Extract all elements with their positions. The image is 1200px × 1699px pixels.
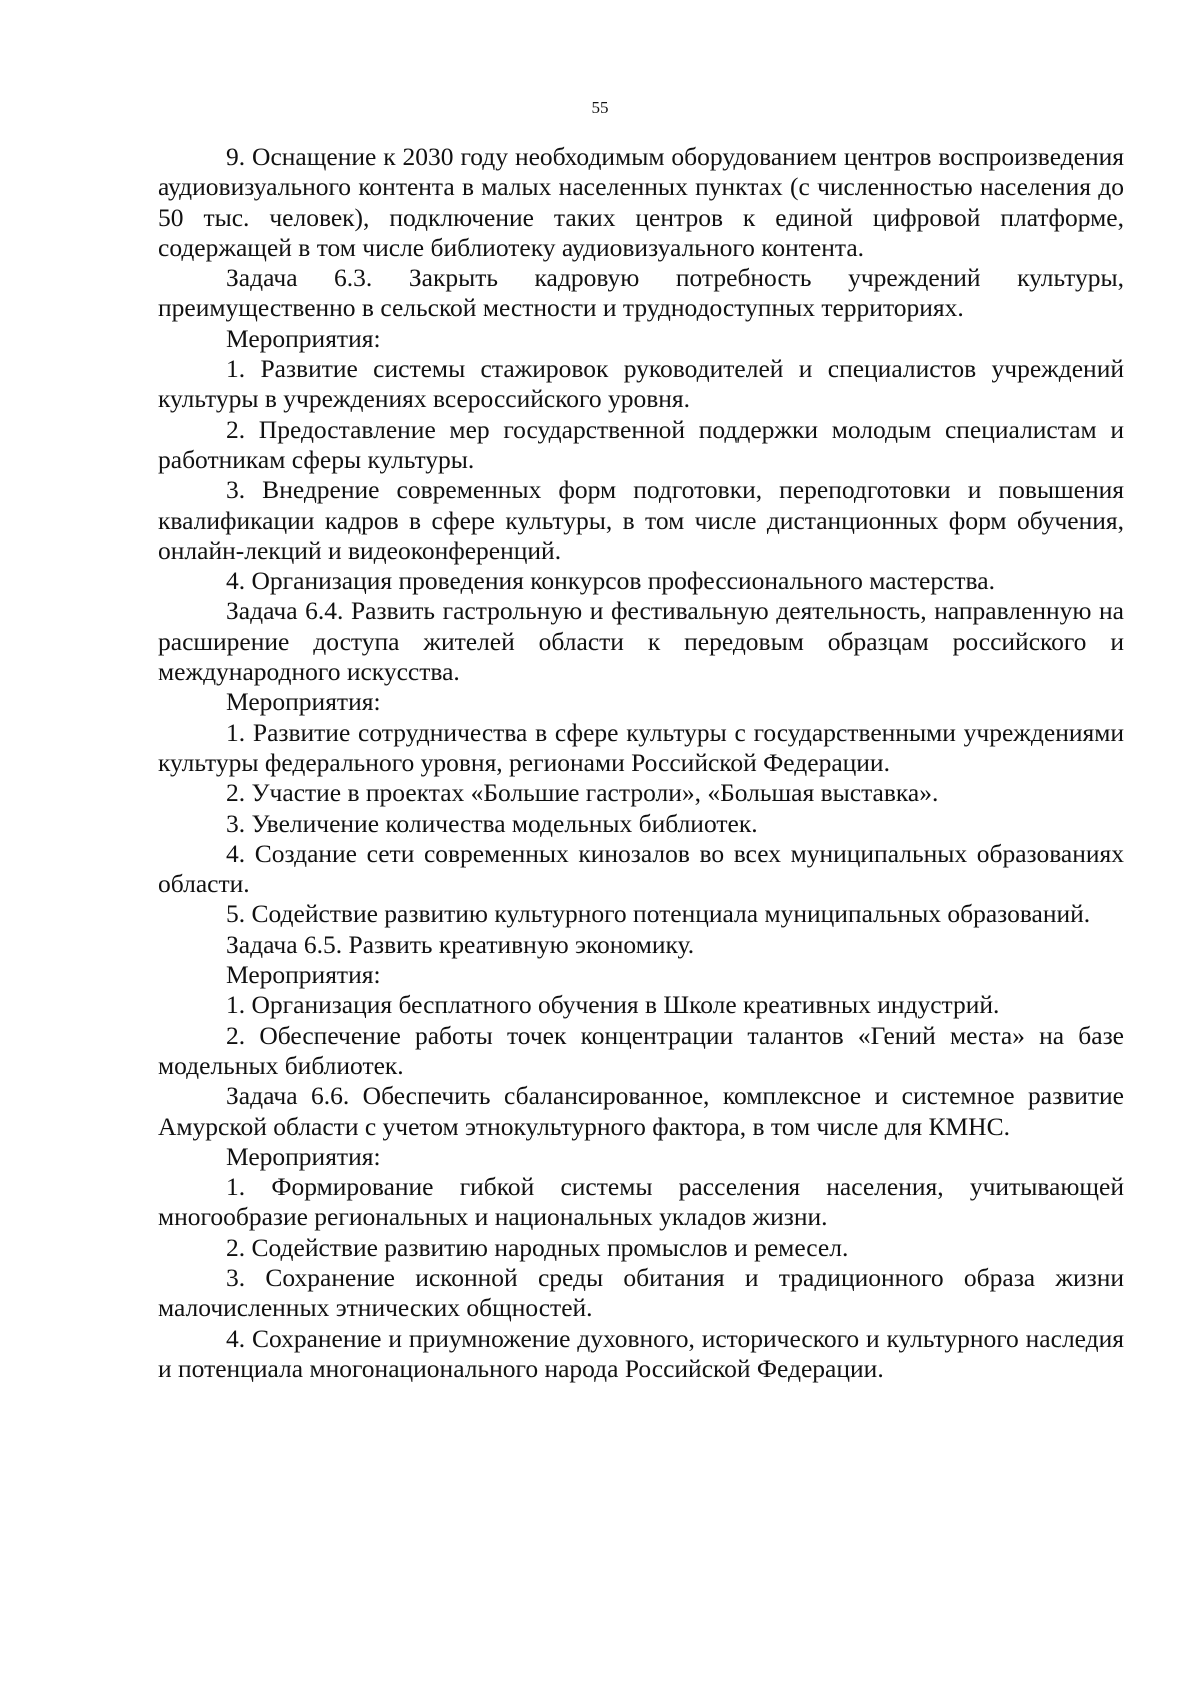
list-item: 4. Организация проведения конкурсов профессионального мастерства. xyxy=(226,566,995,596)
list-item: 1. Развитие сотрудничества в сфере культуры с государственными учреждениями культуры федерального уровня, регионами Российской Федерации. xyxy=(158,717,1124,777)
list-item: 3. Сохранение исконной среды обитания и традиционного образа жизни малочисленных этнических общностей. xyxy=(158,1262,1124,1323)
measures-label: Мероприятия: xyxy=(226,687,381,717)
list-item: 4. Сохранение и приумножение духовного, исторического и культурного наследия и потенциала многонационального народа Российской Федерации. xyxy=(158,1323,1124,1383)
document-body xyxy=(158,142,1124,1384)
list-item: 2. Содействие развитию народных промыслов и ремесел. xyxy=(226,1232,849,1262)
task-6-4-heading: Задача 6.4. Развить гастрольную и фестивальную деятельность, направленную на расширение доступа жителей области к передовым образцам российского и международного искусства. xyxy=(158,596,1124,687)
list-item: 3. Внедрение современных форм подготовки, переподготовки и повышения квалификации кадров в сфере культуры, в том числе дистанционных форм обучения, онлайн-лекций и видеоконференций. xyxy=(158,475,1124,565)
list-item: 4. Создание сети современных кинозалов во всех муниципальных образованиях области. xyxy=(158,838,1124,899)
measures-label: Мероприятия: xyxy=(226,960,381,990)
task-6-5-heading: Задача 6.5. Развить креативную экономику. xyxy=(226,929,695,959)
list-item: 1. Формирование гибкой системы расселения населения, учитывающей многообразие региональных и национальных укладов жизни. xyxy=(158,1172,1124,1232)
list-item: 5. Содействие развитию культурного потенциала муниципальных образований. xyxy=(226,899,1091,929)
list-item: 2. Обеспечение работы точек концентрации талантов «Гений места» на базе модельных библиотек. xyxy=(158,1020,1124,1080)
page-number: 55 xyxy=(591,98,609,117)
list-item: 2. Участие в проектах «Большие гастроли», «Большая выставка». xyxy=(226,778,939,808)
task-6-6-heading: Задача 6.6. Обеспечить сбалансированное, комплексное и системное развитие Амурской области с учетом этнокультурного фактора, в том числе для КМНС. xyxy=(158,1081,1124,1141)
task-6-3-heading: Задача 6.3. Закрыть кадровую потребность учреждений культуры, преимущественно в сельской местности и труднодоступных территориях. xyxy=(158,263,1124,323)
measures-label: Мероприятия: xyxy=(226,323,381,353)
measures-label: Мероприятия: xyxy=(226,1141,381,1171)
list-item: 1. Развитие системы стажировок руководителей и специалистов учреждений культуры в учреждениях всероссийского уровня. xyxy=(158,354,1124,414)
list-item: 2. Предоставление мер государственной поддержки молодым специалистам и работникам сферы культуры. xyxy=(158,414,1124,474)
paragraph-item-9: 9. Оснащение к 2030 году необходимым оборудованием центров воспроизведения аудиовизуального контента в малых населенных пунктах (с численностью населения до 50 тыс. человек), подключение таких центров к единой цифровой платформе, содержащей в том числе библиотеку аудиовизуального контента. xyxy=(158,142,1124,262)
list-item: 3. Увеличение количества модельных библиотек. xyxy=(226,808,758,838)
list-item: 1. Организация бесплатного обучения в Школе креативных индустрий. xyxy=(226,990,1000,1020)
